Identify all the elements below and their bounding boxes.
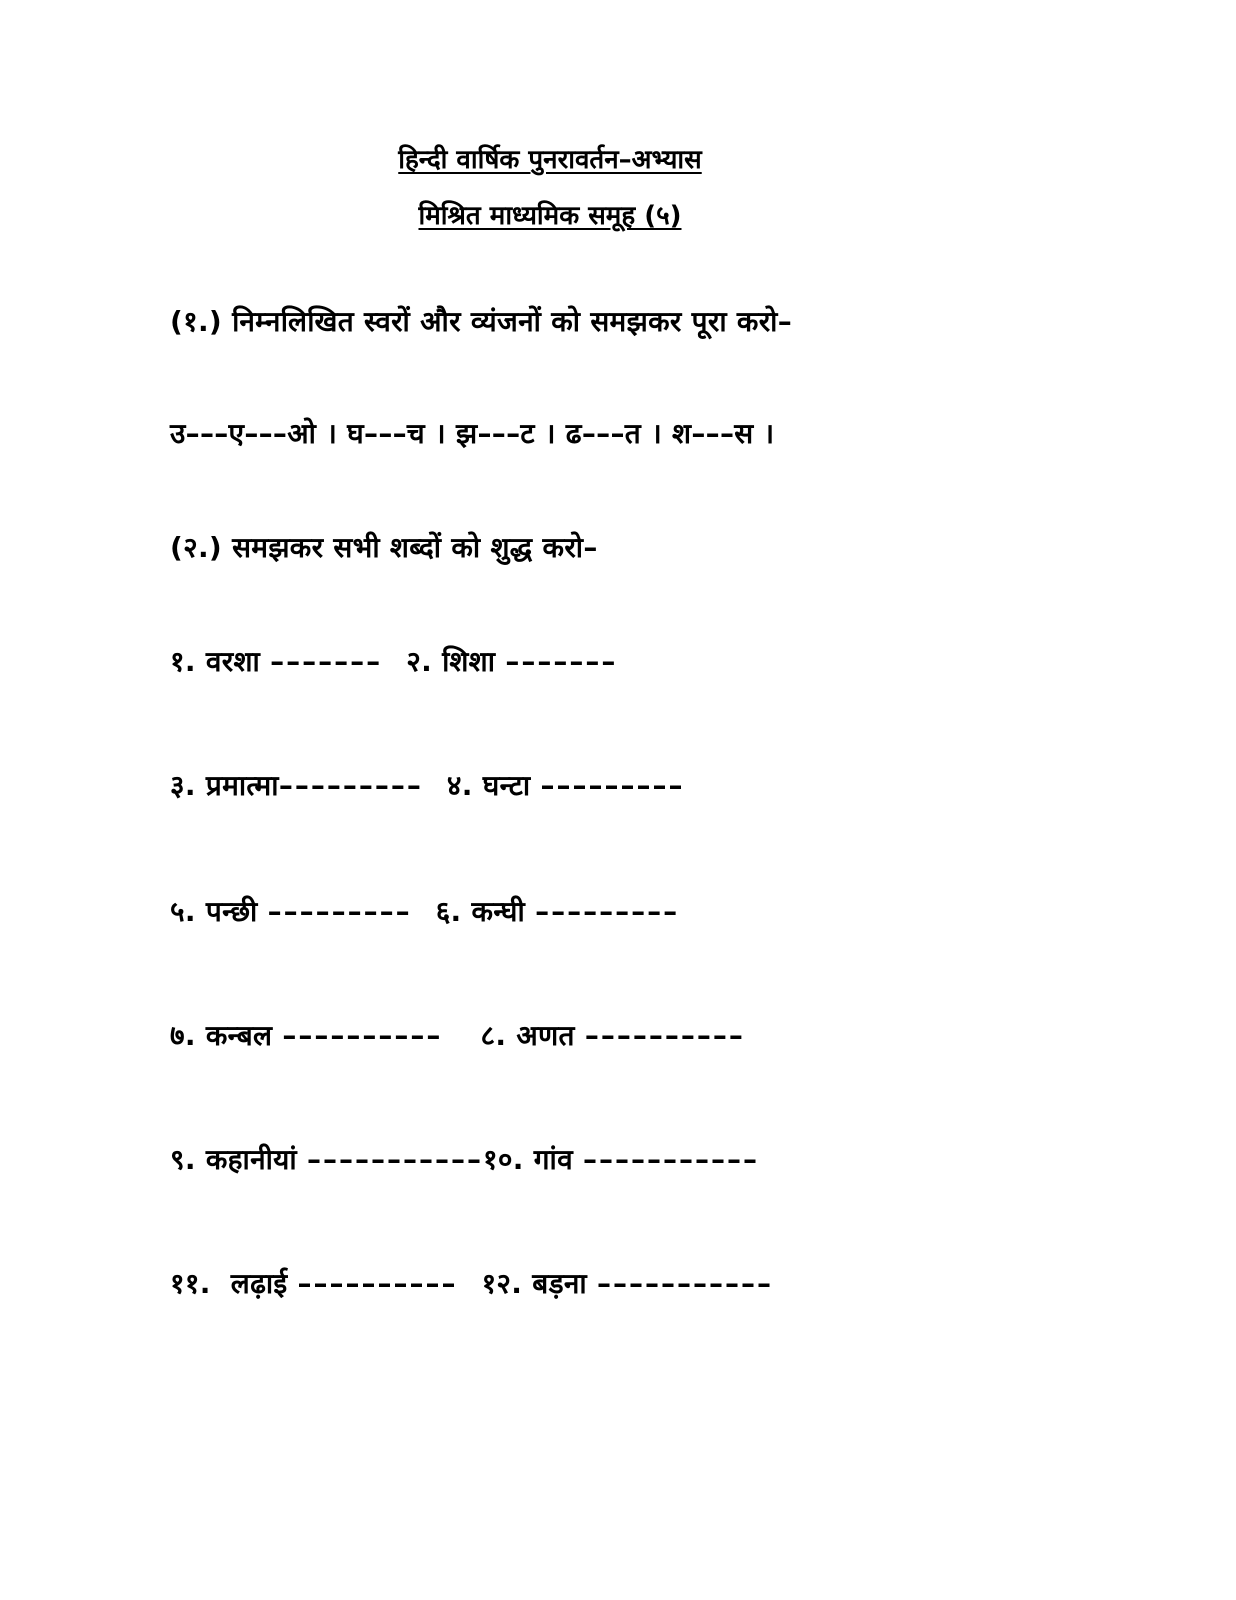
word-text: अणत <box>516 1019 575 1052</box>
word-text: घन्टा <box>482 769 531 802</box>
word-text: गांव <box>533 1143 573 1176</box>
word-item <box>170 766 423 804</box>
word-row <box>170 766 684 804</box>
question-1-number: (१.) <box>170 305 222 338</box>
word-text: बड़ना <box>532 1267 587 1300</box>
answer-blank[interactable]: –––––––––– <box>282 1019 443 1052</box>
word-number: ९. <box>170 1143 196 1176</box>
word-row <box>170 642 617 680</box>
word-item <box>483 1140 759 1178</box>
word-text: कन्बल <box>205 1019 273 1052</box>
answer-blank[interactable]: ––––––––––– <box>307 1143 484 1176</box>
worksheet-title: हिन्दी वार्षिक पुनरावर्तन–अभ्यास <box>398 145 702 175</box>
answer-blank[interactable]: ––––––––– <box>540 769 685 802</box>
word-item <box>170 1140 483 1178</box>
answer-blank[interactable]: ––––––– <box>270 645 383 678</box>
word-number: १२. <box>481 1267 523 1300</box>
word-row <box>170 1264 773 1302</box>
question-2-prompt: समझकर सभी शब्दों को शुद्ध करो– <box>232 531 598 564</box>
word-item <box>170 1016 442 1054</box>
answer-blank[interactable]: ––––––– <box>505 645 618 678</box>
word-item <box>170 1264 458 1302</box>
word-row <box>170 892 679 930</box>
word-text: कन्घी <box>471 895 526 928</box>
worksheet-subtitle: मिश्रित माध्यमिक समूह (५) <box>418 201 682 231</box>
question-2 <box>170 528 598 566</box>
word-text: पन्छी <box>205 895 258 928</box>
answer-blank[interactable]: ––––––––– <box>535 895 680 928</box>
answer-blank[interactable]: ––––––––– <box>267 895 412 928</box>
word-number: १०. <box>483 1143 524 1176</box>
word-number: ७. <box>170 1019 196 1052</box>
word-item <box>480 1016 744 1054</box>
word-item <box>482 1264 773 1302</box>
question-1 <box>170 302 792 340</box>
answer-blank[interactable]: ––––––––––– <box>597 1267 774 1300</box>
word-item <box>447 766 685 804</box>
word-number: ३. <box>170 769 196 802</box>
word-item <box>170 892 412 930</box>
word-number: १. <box>170 645 196 678</box>
word-number: २. <box>406 645 432 678</box>
answer-blank[interactable]: ––––––––––– <box>583 1143 760 1176</box>
word-number: ८. <box>480 1019 507 1052</box>
word-text: लढ़ाई <box>230 1267 288 1300</box>
word-item <box>406 642 617 680</box>
word-number: ११. <box>170 1267 211 1300</box>
word-item <box>170 642 382 680</box>
word-text: शिशा <box>442 645 496 678</box>
answer-blank[interactable]: –––––––––– <box>297 1267 458 1300</box>
word-number: ५. <box>170 895 196 928</box>
word-item <box>436 892 679 930</box>
question-2-number: (२.) <box>170 531 222 564</box>
question-1-prompt: निम्नलिखित स्वरों और व्यंजनों को समझकर पूरा करो– <box>232 305 793 338</box>
word-text: वरशा <box>205 645 261 678</box>
answer-blank[interactable]: ––––––––– <box>278 769 423 802</box>
word-row <box>170 1016 745 1054</box>
letter-sequence: उ–––ए–––ओ । घ–––च । झ–––ट । ढ–––त । श–––स । <box>170 417 775 450</box>
word-number: ४. <box>446 769 473 802</box>
word-text: प्रमात्मा <box>205 769 279 802</box>
word-row <box>170 1140 759 1178</box>
word-number: ६. <box>435 895 462 928</box>
answer-blank[interactable]: –––––––––– <box>584 1019 745 1052</box>
word-text: कहानीयां <box>205 1143 297 1176</box>
